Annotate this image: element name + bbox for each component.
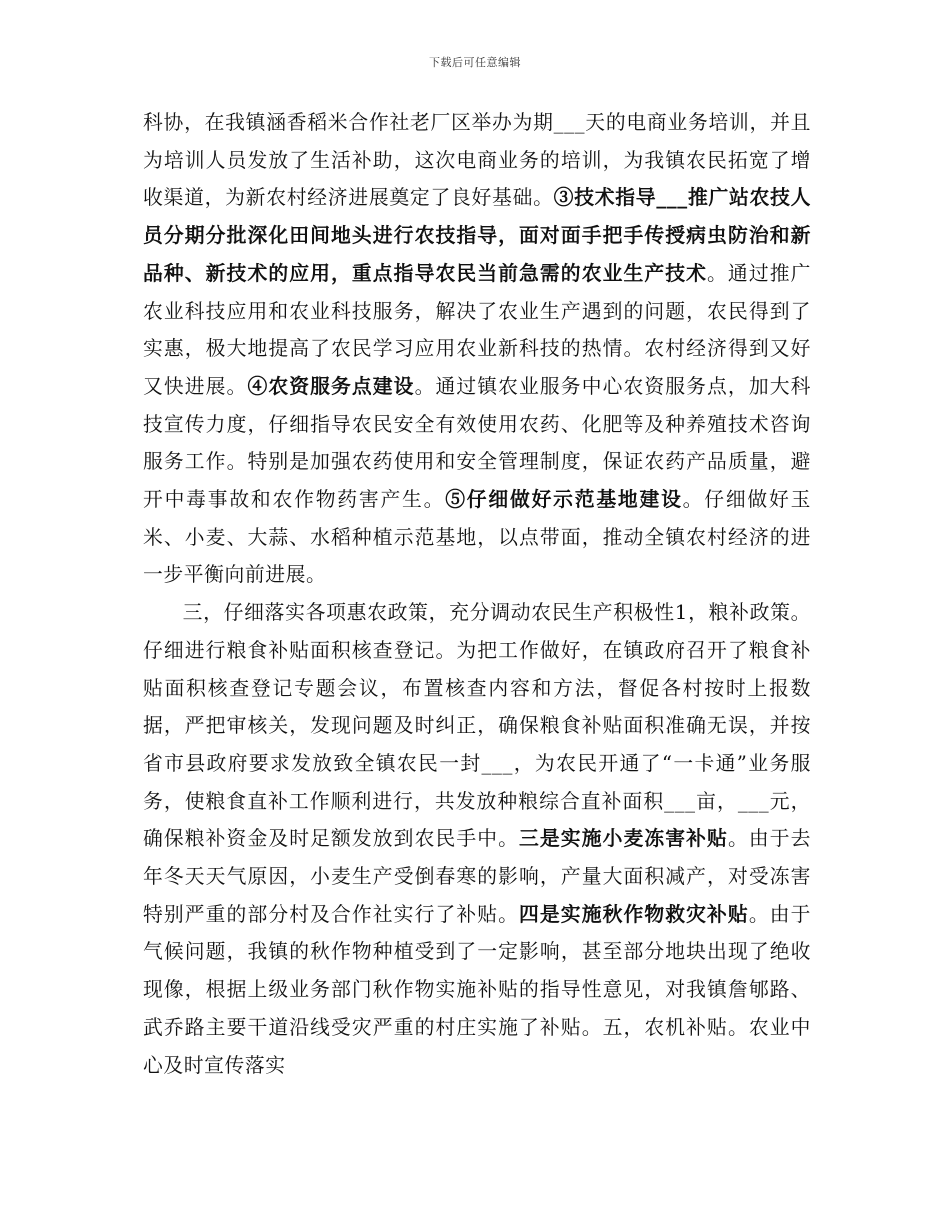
heading-agri-supply-service-point: ④农资服务点建设: [247, 373, 415, 398]
paragraph-1-text-4: 。仔细做好玉米、小麦、大蒜、水稻种植示范基地，以点带面，推动全镇农村经济的进一步平衡向前进展。: [143, 488, 811, 587]
heading-demo-base: ⑤仔细做好示范基地建设: [445, 487, 683, 512]
paragraph-1: [143, 104, 811, 594]
page-header-note: 下载后可任意编辑: [429, 56, 521, 69]
heading-technical-guidance: ③技术指导___推广站农技人员分期分批深化田间地头进行农技指导，面对面手把手传授病虫防治和新品种、新技术的应用，重点指导农民当前急需的农业生产技术: [143, 185, 811, 285]
paragraph-2-text-3: 。由于气候问题，我镇的秋作物种植受到了一定影响，甚至部分地块出现了绝收现像，根据上级业务部门秋作物实施补贴的指导性意见，对我镇詹郇路、武乔路主要干道沿线受灾严重的村庄实施了补贴。五，农机补贴。农业中心及时宣传落实: [143, 902, 811, 1077]
document-body: [143, 104, 811, 1084]
paragraph-1-text-2: 。通过推广农业科技应用和农业科技服务，解决了农业生产遇到的问题，农民得到了实惠，极大地提高了农民学习应用农业新科技的热情。农村经济得到又好又快进展。: [143, 261, 811, 398]
paragraph-2-text-1: 三，仔细落实各项惠农政策，充分调动农民生产积极性1，粮补政策。仔细进行粮食补贴面积核查登记。为把工作做好，在镇政府召开了粮食补贴面积核查登记专题会议，布置核查内容和方法，督促各村按时上报数据，严把审核关，发现问题及时纠正，确保粮食补贴面积准确无误，并按省市县政府要求发放致全镇农民一封___，为农民开通了“一卡通”业务服务，使粮食直补工作顺利进行，共发放种粮综合直补面积___亩，___元，确保粮补资金及时足额发放到农民手中。: [143, 601, 811, 851]
paragraph-2: [143, 594, 811, 1084]
heading-wheat-frost-subsidy: 三是实施小麦冻害补贴: [519, 826, 728, 851]
paragraph-2-text-2: 。由于去年冬天天气原因，小麦生产受倒春寒的影响，产量大面积减产，对受冻害特别严重的部分村及合作社实行了补贴。: [143, 827, 811, 926]
heading-autumn-crop-relief-subsidy: 四是实施秋作物救灾补贴: [519, 901, 749, 926]
paragraph-1-text-3: 。通过镇农业服务中心农资服务点，加大科技宣传力度，仔细指导农民安全有效使用农药、化肥等及种养殖技术咨询服务工作。特别是加强农药使用和安全管理制度，保证农药产品质量，避开中毒事故和农作物药害产生。: [143, 374, 811, 512]
paragraph-1-text-1: 科协，在我镇涵香稻米合作社老厂区举办为期___天的电商业务培训，并且为培训人员发放了生活补助，这次电商业务的培训，为我镇农民拓宽了增收渠道，为新农村经济进展奠定了良好基础。: [143, 111, 811, 210]
